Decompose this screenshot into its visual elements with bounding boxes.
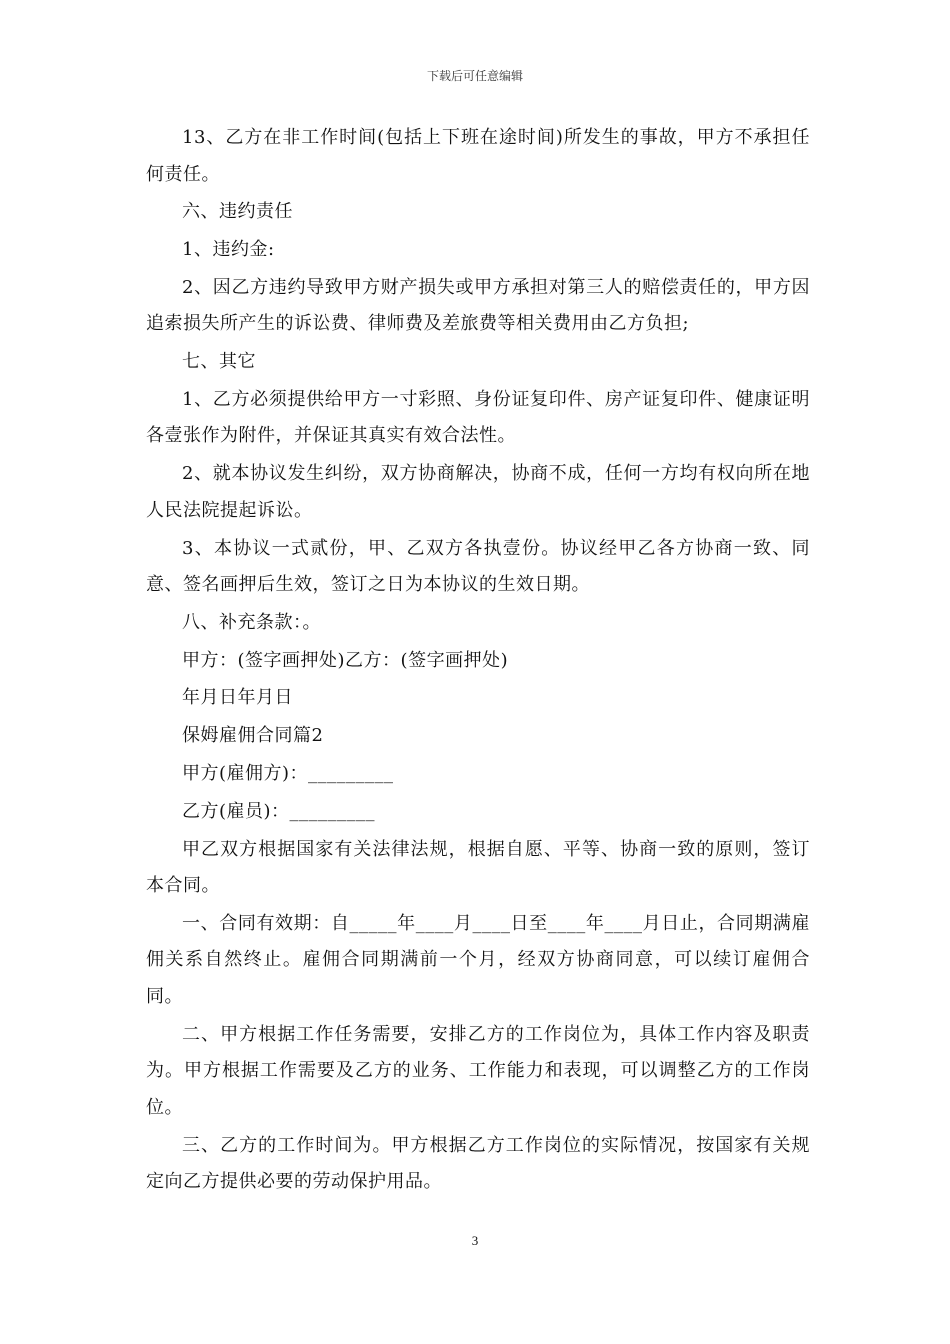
paragraph-breach-costs: 2、因乙方违约导致甲方财产损失或甲方承担对第三人的赔偿责任的，甲方因追索损失所产生的诉讼费、律师费及差旅费等相关费用由乙方负担;	[146, 276, 810, 335]
date-line: 年月日年月日	[182, 687, 293, 709]
paragraph-penalty: 1、违约金:	[182, 239, 275, 261]
party-b-line: 乙方(雇员)：_________	[182, 800, 376, 822]
section-heading-supplementary: 八、补充条款：。	[182, 611, 321, 633]
paragraph-disputes: 2、就本协议发生纠纷，双方协商解决，协商不成，任何一方均有权向所在地人民法院提起诉讼。	[146, 463, 810, 521]
paragraph-preamble: 甲乙双方根据国家有关法律法规，根据自愿、平等、协商一致的原则，签订本合同。	[146, 838, 810, 897]
paragraph-job-position: 二、甲方根据工作任务需要，安排乙方的工作岗位为，具体工作内容及职责为。甲方根据工作需要及乙方的业务、工作能力和表现，可以调整乙方的工作岗位。	[146, 1023, 810, 1118]
party-a-line: 甲方(雇佣方)：_________	[182, 763, 394, 785]
page-header: 下载后可任意编辑	[426, 69, 523, 83]
signature-line: 甲方：(签字画押处)乙方：(签字画押处)	[182, 649, 509, 671]
paragraph-attachments: 1、乙方必须提供给甲方一寸彩照、身份证复印件、房产证复印件、健康证明各壹张作为附件，并保证其真实有效合法性。	[146, 388, 810, 447]
page-number: 3	[471, 1233, 479, 1248]
paragraph-working-hours: 三、乙方的工作时间为。甲方根据乙方工作岗位的实际情况，按国家有关规定向乙方提供必要的劳动保护用品。	[146, 1134, 810, 1193]
section-heading-other: 七、其它	[182, 351, 256, 373]
document-body	[146, 120, 810, 1202]
paragraph-contract-term: 一、合同有效期：自_____年____月____日至____年____月日止，合同期满雇佣关系自然终止。雇佣合同期满前一个月，经双方协商同意，可以续订雇佣合同。	[146, 912, 810, 1007]
section-heading-breach: 六、违约责任	[182, 201, 293, 223]
contract-title: 保姆雇佣合同篇2	[182, 725, 324, 747]
paragraph-13-accident-liability: 13、乙方在非工作时间(包括上下班在途时间)所发生的事故，甲方不承担任何责任。	[146, 127, 810, 185]
paragraph-copies: 3、本协议一式贰份，甲、乙双方各执壹份。协议经甲乙各方协商一致、同意、签名画押后生效，签订之日为本协议的生效日期。	[146, 537, 810, 596]
